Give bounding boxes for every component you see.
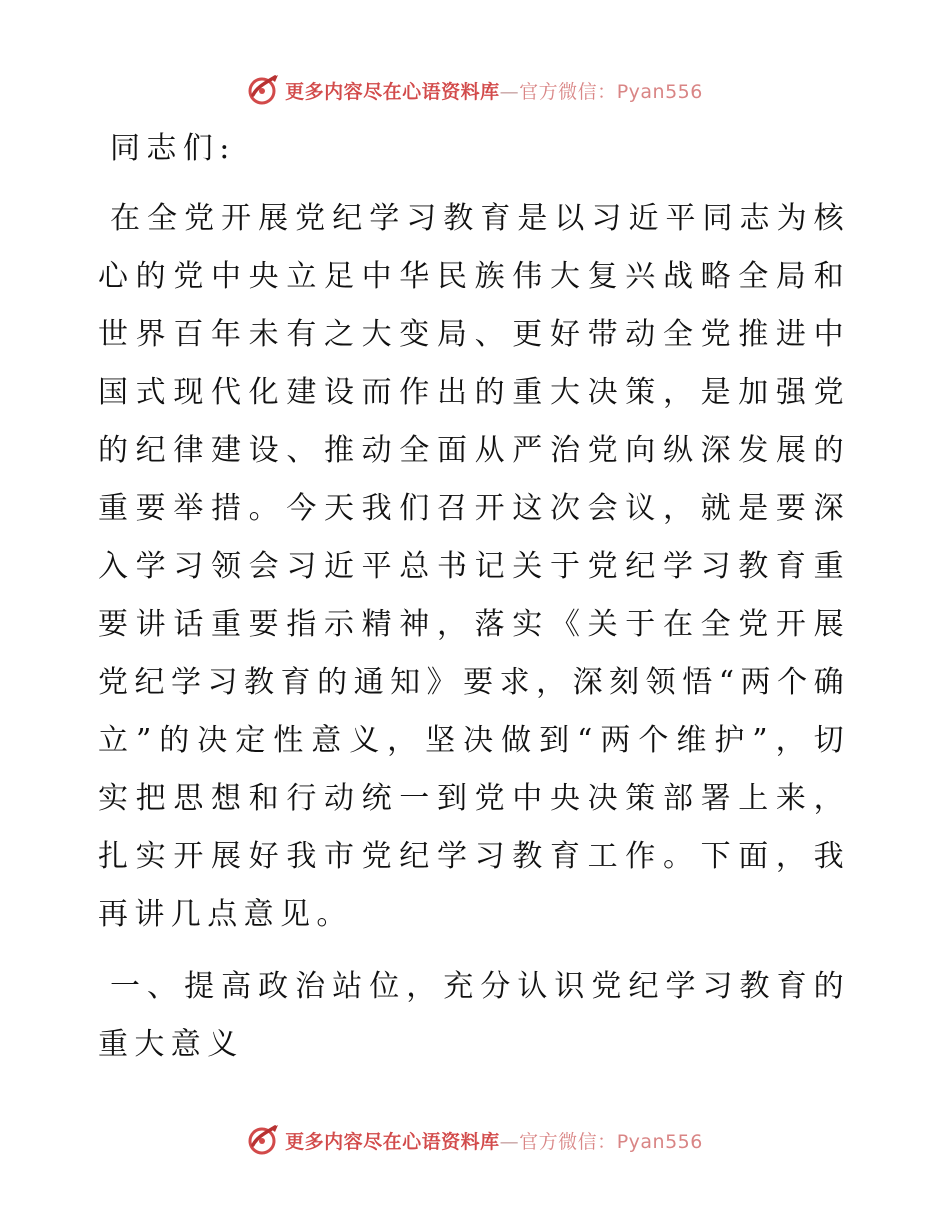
document-body xyxy=(98,120,850,1074)
paragraph-1: 在全党开展党纪学习教育是以习近平同志为核心的党中央立足中华民族伟大复兴战略全局和世界百年未有之大变局、更好带动全党推进中国式现代化建设而作出的重大决策，是加强党的纪律建设、推动全面从严治党向纵深发展的重要举措。今天我们召开这次会议，就是要深入学习领会习近平总书记关于党纪学习教育重要讲话重要指示精神，落实《关于在全党开展党纪学习教育的通知》要求，深刻领悟“两个确立”的决定性意义，坚决做到“两个维护”，切实把思想和行动统一到党中央决策部署上来，扎实开展好我市党纪学习教育工作。下面，我再讲几点意见。 xyxy=(98,201,850,932)
watermark-text: 更多内容尽在心语资料库—官方微信：Pyan556 xyxy=(285,1130,703,1153)
section-heading-1: 一、提高政治站位，充分认识党纪学习教育的重大意义 xyxy=(98,969,850,1062)
header-watermark xyxy=(0,70,950,110)
greeting: 同志们: xyxy=(110,131,236,166)
watermark-text: 更多内容尽在心语资料库—官方微信：Pyan556 xyxy=(285,80,703,103)
pen-logo-icon xyxy=(247,73,281,107)
footer-watermark xyxy=(0,1120,950,1160)
pen-logo-icon xyxy=(247,1123,281,1157)
